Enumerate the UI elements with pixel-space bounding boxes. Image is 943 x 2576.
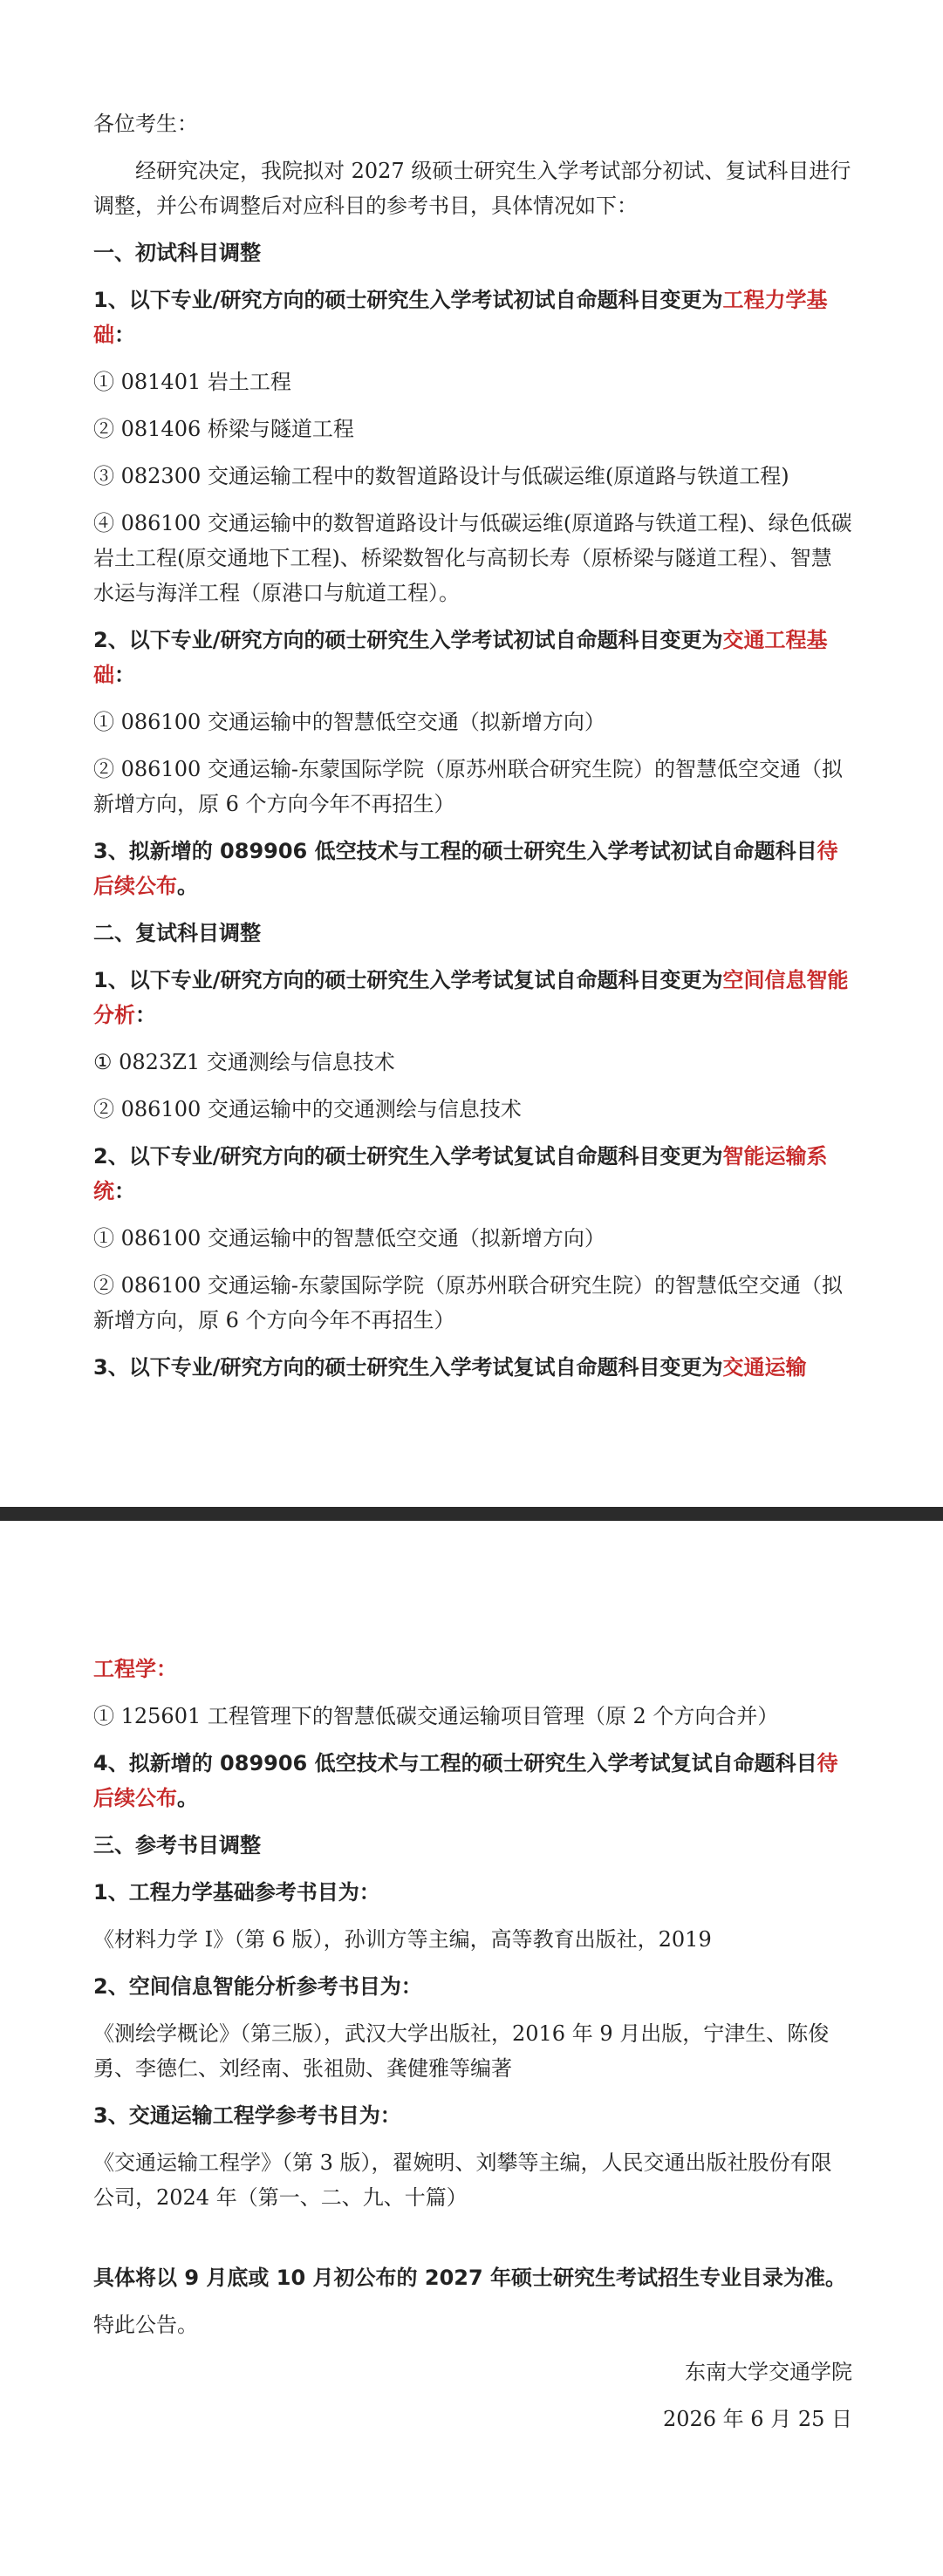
list-item: ① 086100 交通运输中的智慧低空交通（拟新增方向） [93, 710, 605, 734]
sec2-group1-prefix: 1、以下专业/研究方向的硕士研究生入学考试复试自命题科目变更为 [93, 968, 723, 992]
intro-paragraph: 经研究决定，我院拟对 2027 级硕士研究生入学考试部分初试、复试科目进行调整，并公布调整后对应科目的参考书目，具体情况如下： [93, 159, 851, 218]
page-2-content [93, 1652, 852, 2436]
book2-heading: 2、空间信息智能分析参考书目为： [93, 1974, 422, 1999]
sec1-group3-subject: 待后续公布 [93, 839, 838, 898]
sec2-group1-suffix: ： [135, 1003, 156, 1027]
sec1-group1-heading [93, 283, 852, 352]
sec2-group3-subject-part1: 交通运输 [722, 1355, 807, 1380]
date: 2026 年 6 月 25 日 [662, 2407, 852, 2431]
list-item: ② 086100 交通运输-东蒙国际学院（原苏州联合研究生院）的智慧低空交通（拟新增方向，原 6 个方向今年不再招生） [93, 757, 843, 816]
sec2-group2-heading [93, 1139, 852, 1209]
list-item: ① 0823Z1 交通测绘与信息技术 [93, 1050, 395, 1074]
sec1-group3-heading [93, 834, 852, 903]
sec2-group2-prefix: 2、以下专业/研究方向的硕士研究生入学考试复试自命题科目变更为 [93, 1144, 723, 1169]
sec2-group3-heading-continued [93, 1652, 852, 1687]
page-1-content [93, 106, 852, 1385]
sec2-group3-suffix: ： [156, 1657, 177, 1681]
closing-statement: 具体将以 9 月底或 10 月初公布的 2027 年硕士研究生考试招生专业目录为准。 [93, 2266, 847, 2290]
sec1-group3-suffix: 。 [177, 874, 198, 898]
list-item: ② 086100 交通运输中的交通测绘与信息技术 [93, 1097, 522, 1121]
page-divider [0, 1507, 943, 1521]
list-item: ③ 082300 交通运输工程中的数智道路设计与低碳运维(原道路与铁道工程) [93, 464, 789, 488]
greeting: 各位考生： [93, 112, 198, 136]
sec2-group1-subject: 空间信息智能分析 [93, 968, 849, 1027]
sec2-group4-heading [93, 1746, 852, 1816]
signature: 东南大学交通学院 [685, 2360, 852, 2384]
list-item: ① 086100 交通运输中的智慧低空交通（拟新增方向） [93, 1226, 605, 1251]
sec2-group3-prefix: 3、以下专业/研究方向的硕士研究生入学考试复试自命题科目变更为 [93, 1355, 723, 1380]
section-3-title: 三、参考书目调整 [93, 1833, 261, 1857]
sec2-group1-heading [93, 963, 852, 1032]
sec1-group2-heading [93, 623, 852, 692]
sec2-group3-subject-part2: 工程学 [93, 1657, 156, 1681]
list-item: ② 086100 交通运输-东蒙国际学院（原苏州联合研究生院）的智慧低空交通（拟新增方向，原 6 个方向今年不再招生） [93, 1273, 843, 1332]
list-item: ④ 086100 交通运输中的数智道路设计与低碳运维(原道路与铁道工程)、绿色低碳岩土工程(原交通地下工程)、桥梁数智化与高韧长寿（原桥梁与隧道工程）、智慧水运与海洋工程（原港口与航道工程）。 [93, 511, 852, 605]
sec2-group4-suffix: 。 [177, 1786, 198, 1810]
sec1-group1-prefix: 1、以下专业/研究方向的硕士研究生入学考试初试自命题科目变更为 [93, 288, 723, 312]
sec1-group3-prefix: 3、拟新增的 089906 低空技术与工程的硕士研究生入学考试初试自命题科目 [93, 839, 817, 863]
notice-text: 特此公告。 [93, 2313, 198, 2337]
book1-text: 《材料力学 I》（第 6 版），孙训方等主编，高等教育出版社，2019 [93, 1927, 712, 1952]
list-item: ② 081406 桥梁与隧道工程 [93, 417, 354, 441]
sec2-group4-prefix: 4、拟新增的 089906 低空技术与工程的硕士研究生入学考试复试自命题科目 [93, 1751, 817, 1775]
section-2-title: 二、复试科目调整 [93, 921, 261, 945]
book1-heading: 1、工程力学基础参考书目为： [93, 1880, 380, 1905]
sec1-group1-suffix: ： [114, 323, 135, 347]
list-item: ① 125601 工程管理下的智慧低碳交通运输项目管理（原 2 个方向合并） [93, 1704, 779, 1728]
sec1-group1-subject: 工程力学基础 [93, 288, 828, 347]
book3-text: 《交通运输工程学》（第 3 版），翟婉明、刘攀等主编，人民交通出版社股份有限公司，2024 年（第一、二、九、十篇） [93, 2150, 832, 2210]
sec1-group2-subject: 交通工程基础 [93, 628, 828, 687]
sec1-group2-suffix: ： [114, 663, 135, 687]
list-item: ① 081401 岩土工程 [93, 370, 291, 394]
book3-heading: 3、交通运输工程学参考书目为： [93, 2103, 401, 2128]
sec2-group2-suffix: ： [114, 1179, 135, 1203]
document-page-2 [0, 1521, 943, 2576]
sec2-group4-subject: 待后续公布 [93, 1751, 838, 1810]
section-1-title: 一、初试科目调整 [93, 241, 261, 265]
book2-text: 《测绘学概论》（第三版），武汉大学出版社，2016 年 9 月出版，宁津生、陈俊勇、李德仁、刘经南、张祖勋、龚健雅等编著 [93, 2021, 830, 2081]
sec2-group2-subject: 智能运输系统 [93, 1144, 828, 1203]
sec1-group2-prefix: 2、以下专业/研究方向的硕士研究生入学考试初试自命题科目变更为 [93, 628, 723, 652]
sec2-group3-heading [93, 1350, 852, 1385]
